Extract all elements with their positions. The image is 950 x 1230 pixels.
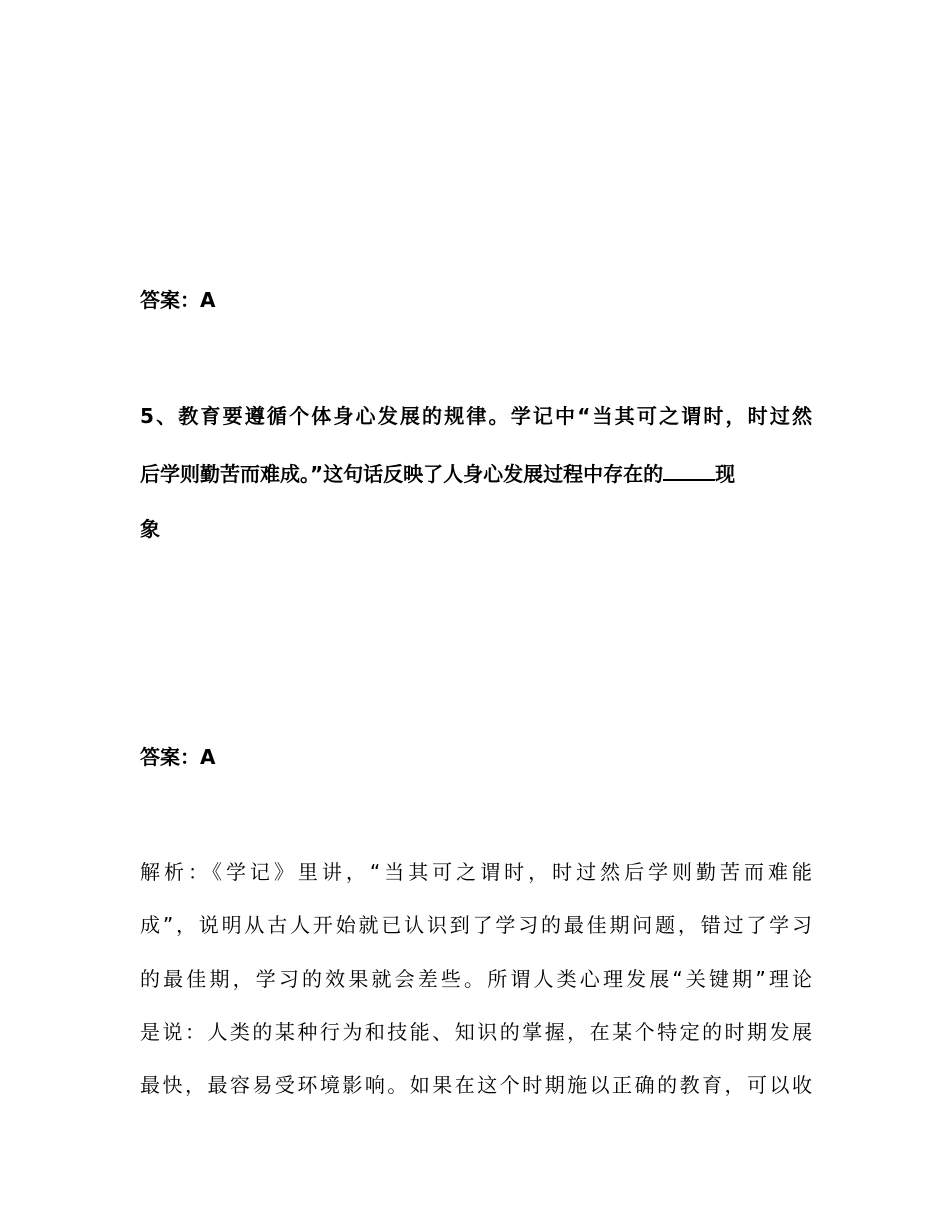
q5-stem-line-2-text: 后学则勤苦而难成。”这句话反映了人身心发展过程中存在的: [140, 462, 664, 486]
analysis-line-4: 是说：人类的某种行为和技能、知识的掌握，在某个特定的时期发展: [140, 1020, 812, 1044]
analysis-line-2: 成”，说明从古人开始就已认识到了学习的最佳期问题，错过了学习: [140, 913, 812, 937]
analysis-line-3: 的最佳期，学习的效果就会差些。所谓人类心理发展“关键期”理论: [140, 967, 812, 991]
q5-answer: 答案：A: [140, 745, 216, 769]
q5-stem-line-2-suffix: 现: [715, 462, 736, 486]
analysis-line-5: 最快，最容易受环境影响。如果在这个时期施以正确的教育，可以收: [140, 1073, 812, 1097]
q5-stem-line-2: [140, 461, 812, 486]
analysis-line-1: 解析：《学记》里讲，“当其可之谓时，时过然后学则勤苦而难能: [140, 860, 812, 884]
q4-answer: 答案：A: [140, 288, 216, 312]
answer-blank: [663, 461, 715, 481]
q5-stem-line-1: 5、教育要遵循个体身心发展的规律。学记中“当其可之谓时，时过然: [140, 404, 812, 428]
q5-stem-line-3: 象: [140, 517, 160, 541]
